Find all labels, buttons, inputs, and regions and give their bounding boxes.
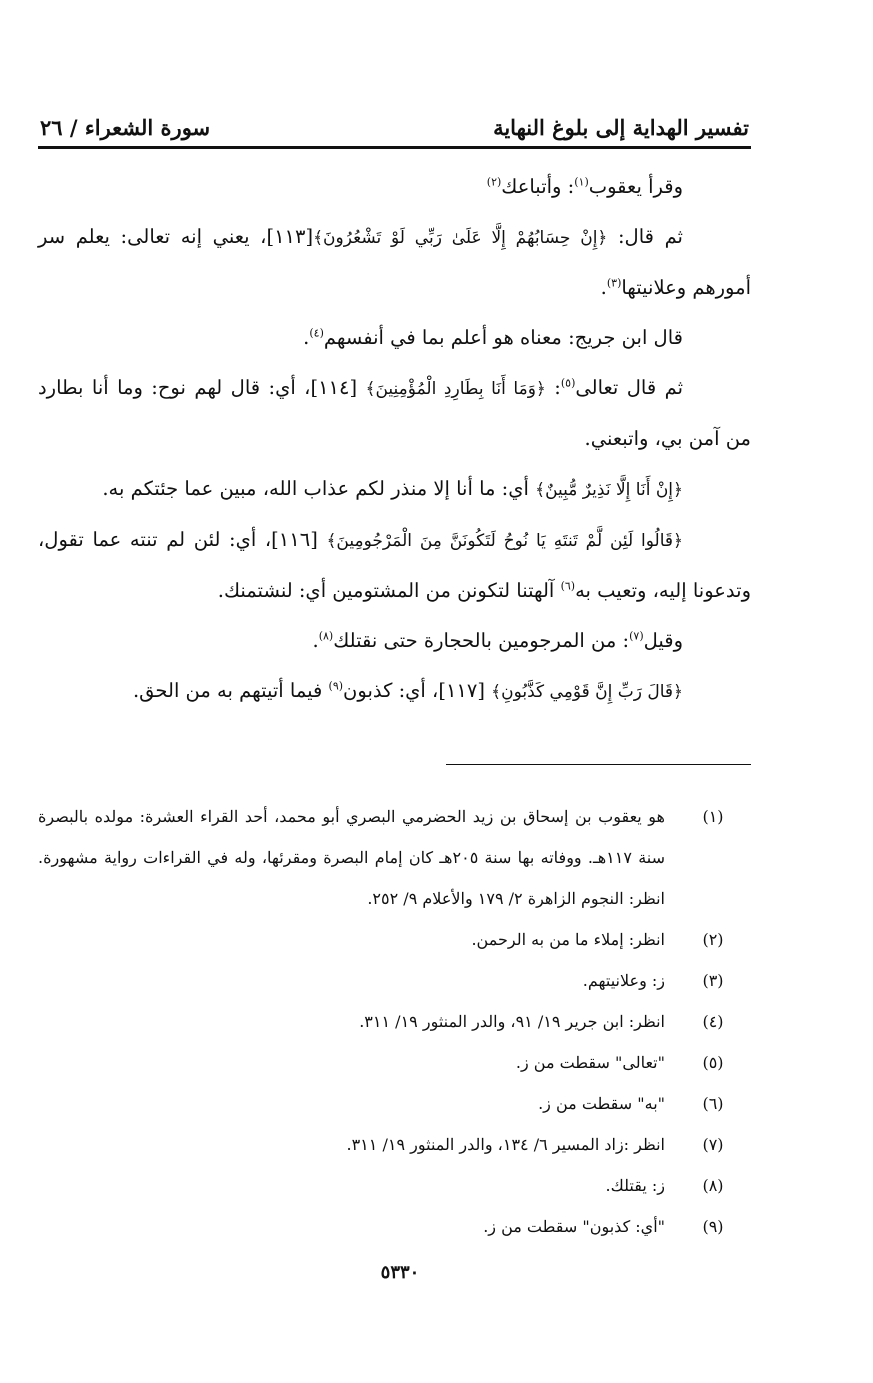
footnote-item	[38, 960, 751, 1001]
footnote-number: (٥)	[702, 1053, 724, 1072]
footnote-ref: (١)	[574, 175, 589, 189]
text-run: .	[303, 326, 310, 349]
footnote-ref: (٢)	[486, 175, 502, 189]
text-run: وقرأ يعقوب	[588, 175, 683, 198]
text-run: أي: ما أنا إلا منذر لكم عذاب الله، مبين عما جئتكم به.	[102, 477, 536, 500]
footnote-ref: (٨)	[318, 629, 334, 643]
footnote-item	[38, 1042, 751, 1083]
text-run: : وأتباعك	[501, 175, 575, 198]
quran-verse: ﴿إِنْ أَنَا إِلَّا نَذِيرٌ مُّبِينٌ﴾	[535, 480, 683, 500]
paragraph-1	[38, 162, 751, 212]
text-run: وقيل	[643, 629, 683, 652]
paragraph-6	[38, 515, 751, 616]
footnote-item	[38, 1165, 751, 1206]
footnotes-rule	[446, 764, 751, 765]
footnote-text: انظر: إملاء ما من به الرحمن.	[471, 930, 665, 949]
footnote-ref: (٥)	[560, 376, 576, 390]
footnote-number: (٢)	[702, 930, 724, 949]
text-run: [١١٣]، يعني إنه تعالى: يعلم سر أمورهم وعلانيتها	[38, 225, 751, 299]
footnote-item	[38, 919, 751, 960]
text-run: آلهتنا لتكونن من المشتومين أي: لنشتمنك.	[217, 579, 561, 602]
quran-verse: ﴿قَالُوا لَئِن لَّمْ تَنتَهِ يَا نُوحُ لَتَكُونَنَّ مِنَ الْمَرْجُومِينَ﴾	[326, 531, 683, 551]
paragraph-3	[38, 313, 751, 363]
text-run: .	[600, 276, 607, 299]
footnote-number: (٨)	[702, 1176, 724, 1195]
paragraph-4	[38, 363, 751, 464]
footnote-number: (٦)	[702, 1094, 724, 1113]
footnote-text: "تعالى" سقطت من ز.	[515, 1053, 665, 1072]
running-header	[40, 100, 749, 140]
footnote-ref: (٤)	[309, 326, 324, 340]
quran-verse: ﴿إِنْ حِسَابُهُمْ إِلَّا عَلَىٰ رَبِّي لَوْ تَشْعُرُونَ﴾	[313, 228, 608, 248]
footnote-number: (٣)	[702, 971, 724, 990]
paragraph-2	[38, 212, 751, 313]
footnote-text: ز: وعلانيتهم.	[582, 971, 665, 990]
header-rule	[38, 146, 751, 149]
footnote-item	[38, 1001, 751, 1042]
text-run: .	[312, 629, 319, 652]
footnote-number: (٤)	[702, 1012, 724, 1031]
paragraph-7	[38, 616, 751, 666]
paragraph-8	[38, 666, 751, 717]
footnote-number: (١)	[702, 807, 724, 826]
footnote-ref: (٣)	[606, 276, 622, 290]
footnote-text: ز: يقتلك.	[605, 1176, 665, 1195]
footnote-ref: (٧)	[629, 629, 644, 643]
footnote-item	[38, 1206, 751, 1247]
text-run: قال ابن جريج: معناه هو أعلم بما في أنفسهم	[323, 326, 683, 349]
footnote-item	[38, 796, 751, 919]
footnote-item	[38, 1083, 751, 1124]
quran-verse: ﴿قَالَ رَبِّ إِنَّ قَوْمِي كَذَّبُونِ﴾	[491, 682, 683, 702]
quran-verse: ﴿وَمَا أَنَا بِطَارِدِ الْمُؤْمِنِينَ﴾	[365, 379, 546, 399]
paragraph-5	[38, 464, 751, 515]
footnote-text: هو يعقوب بن إسحاق بن زيد الحضرمي البصري أبو محمد، أحد القراء العشرة: مولده بالبصرة سنة ١١٧هـ. ووفاته بها سنة ٢٠٥هـ كان إمام البصرة ومقرئها، وله في القراءات رواية مشهورة. انظر: النجوم الزاهرة ٢/ ١٧٩ والأعلام ٩/ ٢٥٢.	[38, 807, 666, 908]
footnote-number: (٧)	[702, 1135, 724, 1154]
main-text	[38, 162, 751, 717]
surah-label: سورة الشعراء / ٢٦	[40, 115, 211, 140]
footnote-text: انظر :زاد المسير ٦/ ١٣٤، والدر المنثور ١٩/ ٣١١.	[346, 1135, 665, 1154]
footnote-text: "أي: كذبون" سقطت من ز.	[483, 1217, 665, 1236]
book-title: تفسير الهداية إلى بلوغ النهاية	[493, 115, 749, 140]
text-run: [١١٦]، أي: لئن لم تنته عما تقول، وتدعونا إليه، وتعيب به	[38, 528, 751, 602]
text-run: ثم قال تعالى	[575, 376, 683, 399]
footnote-ref: (٩)	[328, 679, 344, 693]
footnote-text: "به" سقطت من ز.	[538, 1094, 665, 1113]
text-run: [١١٧]، أي: كذبون	[343, 679, 492, 702]
page-number: ٥٣٣٠	[380, 1262, 420, 1283]
text-run: فيما أتيتهم به من الحق.	[132, 679, 329, 702]
footnotes	[38, 796, 751, 1247]
footnote-number: (٩)	[702, 1217, 724, 1236]
footnote-ref: (٦)	[560, 579, 576, 593]
footnote-item	[38, 1124, 751, 1165]
text-run: [١١٤]، أي: قال لهم نوح: وما أنا بطارد من آمن بي، واتبعني.	[38, 376, 751, 450]
text-run: ثم قال:	[607, 225, 683, 248]
text-run: : من المرجومين بالحجارة حتى نقتلك	[333, 629, 630, 652]
footnote-text: انظر: ابن جرير ١٩/ ٩١، والدر المنثور ١٩/ ٣١١.	[359, 1012, 665, 1031]
text-run: :	[545, 376, 561, 399]
